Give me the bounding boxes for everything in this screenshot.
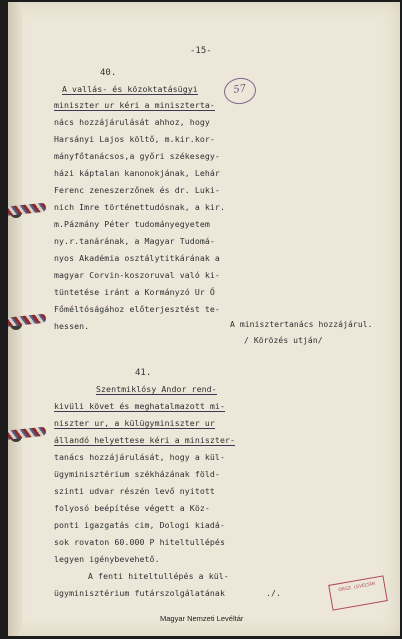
section-41-line-underlined: kivüli követ és meghatalmazott mi- xyxy=(54,401,225,411)
section-41-line-underlined: állandó helyettese kéri a miniszter- xyxy=(54,435,236,445)
document-page xyxy=(8,2,400,636)
section-40-line: hessen. xyxy=(54,321,90,331)
page-number: -15- xyxy=(190,46,212,56)
section-40-line: nács hozzájárulását ahhoz, hogy xyxy=(54,117,210,127)
section-40-line: Főméltóságához előterjesztést te- xyxy=(54,304,220,314)
section-40-line-underlined: miniszter ur kéri a miniszterta- xyxy=(54,100,215,110)
section-40-line: tüntetése iránt a Kormányzó Ur Ő xyxy=(54,287,215,297)
section-41-line: folyosó beépítése végett a Köz- xyxy=(54,503,210,513)
section-40-line: magyar Corvin-koszoruval való ki- xyxy=(54,270,220,280)
section-41-line xyxy=(54,418,215,428)
section-41-line xyxy=(54,401,225,411)
section-40-line: m.Pázmány Péter tudományegyetem xyxy=(54,219,210,229)
section-40-line: nyos Akadémia osztálytitkárának a xyxy=(54,253,220,263)
section-40-line: Harsányi Lajos költő, m.kir.kor- xyxy=(54,134,215,144)
section-41-line: szinti udvar részén levő nyitott xyxy=(54,486,215,496)
archive-footer: Magyar Nemzeti Levéltár xyxy=(160,614,244,623)
section-40-line: Ferenc zeneszerzőnek és dr. Luki- xyxy=(54,185,220,195)
section-40-decision: A minisztertanács hozzájárul. xyxy=(230,320,373,329)
section-40-line: mányfőtanácsos,a győri székesegy- xyxy=(54,151,220,161)
section-41-line: legyen igénybevehető. xyxy=(54,554,160,564)
section-41-line xyxy=(54,435,235,445)
section-40-line: A vallás- és közoktatásügyi xyxy=(62,84,198,94)
section-40-decision-note: / Körözés utján/ xyxy=(244,336,323,345)
section-40-line: házi káptalan kanonokjának, Lehár xyxy=(54,168,220,178)
section-40-line: nich Imre történettudósnak, a kir. xyxy=(54,202,225,212)
section-40-number: 40. xyxy=(100,68,117,78)
section-41-line-underlined: Szentmiklósy Andor rend- xyxy=(96,384,217,394)
continuation-mark: ./. xyxy=(266,588,282,598)
section-41-line: ügyminisztérium futárszolgálatának xyxy=(54,588,225,598)
section-41-line-underlined: niszter ur, a külügyminiszter ur xyxy=(54,418,215,428)
archive-stamp: ORSZ. LEVÉLTÁR xyxy=(328,575,388,610)
section-41-line: A fenti hiteltullépés a kül- xyxy=(88,571,229,581)
section-41-line xyxy=(96,384,217,394)
section-41-line: ügyminisztérium székházának föld- xyxy=(54,469,220,479)
section-41-line: sok rovaton 60.000 P hiteltullépés xyxy=(54,537,225,547)
section-40-line xyxy=(54,100,215,110)
margin-note: 57 xyxy=(222,76,257,106)
section-40-line: ny.r.tanárának, a Magyar Tudomá- xyxy=(54,236,215,246)
section-41-line: ponti igazgatás cim, Dologi kiadá- xyxy=(54,520,225,530)
section-41-line: tanács hozzájárulását, hogy a kül- xyxy=(54,452,225,462)
section-41-number: 41. xyxy=(135,368,152,378)
